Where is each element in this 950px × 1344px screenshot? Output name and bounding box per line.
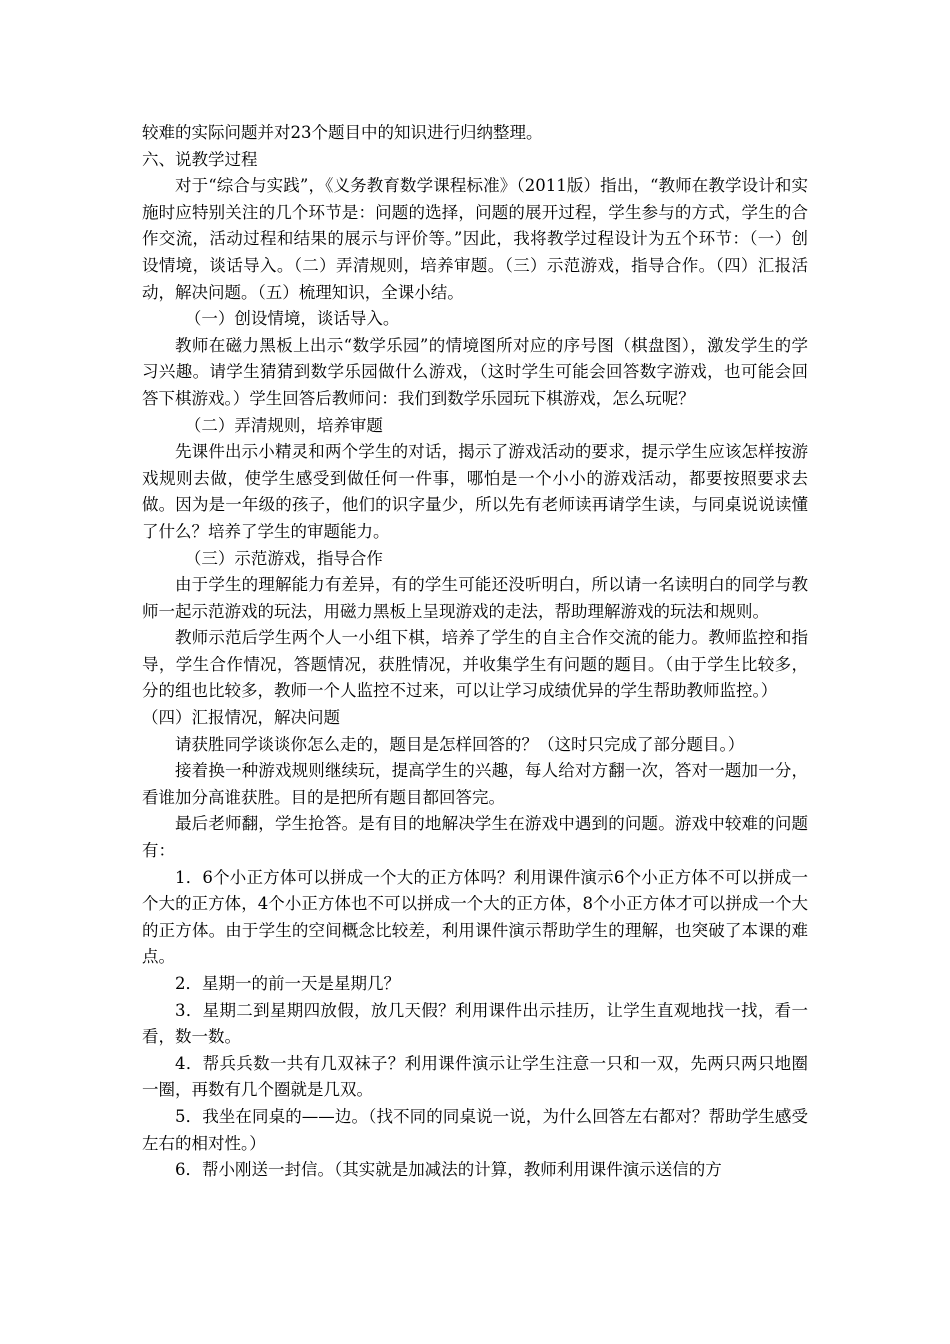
paragraph: 先课件出示小精灵和两个学生的对话，揭示了游戏活动的要求，提示学生应该怎样按游戏规则去做，使学生感受到做任何一件事，哪怕是一个小小的游戏活动，都要按照要求去做。因为是一年级的孩子，他们的识字量少，所以先有老师读再请学生读，与同桌说说读懂了什么？培养了学生的审题能力。: [142, 442, 808, 541]
paragraph: 接着换一种游戏规则继续玩，提高学生的兴趣，每人给对方翻一次，答对一题加一分，看谁加分高谁获胜。目的是把所有题目都回答完。: [142, 761, 808, 807]
paragraph: 5．我坐在同桌的——边。（找不同的同桌说一说，为什么回答左右都对？帮助学生感受左右的相对性。）: [142, 1106, 808, 1153]
paragraph: 由于学生的理解能力有差异，有的学生可能还没听明白，所以请一名读明白的同学与教师一起示范游戏的玩法，用磁力黑板上呈现游戏的走法，帮助理解游戏的玩法和规则。: [142, 575, 808, 621]
subsection-heading: （三）示范游戏，指导合作: [184, 548, 383, 568]
paragraph: 1．6个小正方体可以拼成一个大的正方体吗？利用课件演示6个小正方体不可以拼成一个大的正方体，4个小正方体也不可以拼成一个大的正方体，8个小正方体才可以拼成一个大的正方体。由于学生的空间概念比较差，利用课件演示帮助学生的理解，也突破了本课的难点。: [142, 867, 808, 967]
paragraph: 2．星期一的前一天是星期几？: [175, 974, 400, 993]
paragraph: 3．星期二到星期四放假，放几天假？利用课件出示挂历，让学生直观地找一找，看一看，数一数。: [142, 1000, 808, 1047]
document-body: [142, 120, 808, 1184]
subsection-heading: （二）弄清规则，培养审题: [184, 415, 383, 435]
paragraph: 教师在磁力黑板上出示“数学乐园”的情境图所对应的序号图（棋盘图），激发学生的学习兴趣。请学生猜猜到数学乐园做什么游戏，（这时学生可能会回答数字游戏，也可能会回答下棋游戏。）学生回答后教师问：我们到数学乐园玩下棋游戏，怎么玩呢？: [142, 335, 808, 408]
paragraph: 对于“综合与实践”，《义务教育数学课程标准》（2011版）指出，“教师在教学设计和实施时应特别关注的几个环节是：问题的选择，问题的展开过程，学生参与的方式，学生的合作交流，活动过程和结果的展示与评价等。”因此，我将教学过程设计为五个环节：（一）创设情境，谈话导入。（二）弄清规则，培养审题。（三）示范游戏，指导合作。（四）汇报活动，解决问题。（五）梳理知识，全课小结。: [142, 176, 808, 302]
subsection-heading: （一）创设情境，谈话导入。: [184, 309, 400, 329]
paragraph: 最后老师翻，学生抢答。是有目的地解决学生在游戏中遇到的问题。游戏中较难的问题有：: [142, 814, 808, 861]
paragraph: 请获胜同学谈谈你怎么走的，题目是怎样回答的？（这时只完成了部分题目。）: [175, 734, 745, 754]
paragraph: 教师示范后学生两个人一小组下棋，培养了学生的自主合作交流的能力。教师监控和指导，学生合作情况，答题情况，获胜情况，并收集学生有问题的题目。（由于学生比较多，分的组也比较多，教师一个人监控不过来，可以让学习成绩优异的学生帮助教师监控。）: [142, 628, 808, 701]
paragraph: （四）汇报情况，解决问题: [142, 708, 340, 728]
paragraph: 4．帮兵兵数一共有几双袜子？利用课件演示让学生注意一只和一双，先两只两只地圈一圈，再数有几个圈就是几双。: [142, 1053, 808, 1100]
paragraph: 6．帮小刚送一封信。（其实就是加减法的计算，教师利用课件演示送信的方: [175, 1160, 722, 1180]
section-heading: 六、说教学过程: [142, 149, 258, 169]
paragraph: 较难的实际问题并对23个题目中的知识进行归纳整理。: [142, 123, 543, 142]
